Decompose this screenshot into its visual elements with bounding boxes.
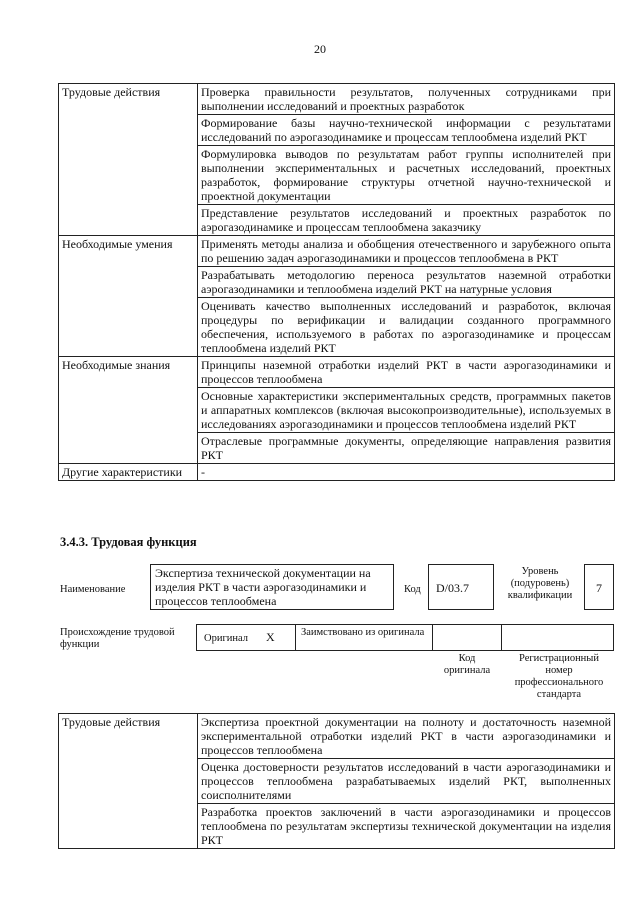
labor-action-item: Формулировка выводов по результатам работ группы исполнителей при выполнении экспериментальных и расчетных исследований, проектных разработок, формирование структуры отчетной научно-технической и проектной документации	[198, 146, 615, 205]
code-original-label: Код оригинала	[443, 653, 491, 676]
knowledge-item: Основные характеристики экспериментальных средств, программных пакетов и аппаратных комплексов (включая высокопроизводительные), используемых в исследованиях аэрогазодинамики и процессов теплообмена изделий РКТ	[198, 388, 615, 433]
borrowed-label: Заимствовано из оригинала	[301, 627, 425, 638]
row-label-other-characteristics: Другие характеристики	[59, 464, 198, 481]
knowledge-item: Принципы наземной отработки изделий РКТ в части аэрогазодинамики и процессов теплообмена	[198, 357, 615, 388]
row-label-required-knowledge: Необходимые знания	[59, 357, 198, 464]
labor-action-item: Экспертиза проектной документации на полноту и достаточность наземной экспериментальной отработки изделий РКТ в части аэрогазодинамики и процессов теплообмена	[198, 714, 615, 759]
requirements-table-new	[58, 713, 615, 849]
origin-divider	[432, 624, 433, 651]
row-label-labor-actions: Трудовые действия	[59, 84, 198, 236]
original-label: Оригинал	[204, 633, 248, 644]
labor-action-item: Представление результатов исследований и проектных разработок по аэрогазодинамике и процессам теплообмена заказчику	[198, 205, 615, 236]
labor-action-item: Проверка правильности результатов, полученных сотрудниками при выполнении исследований и проектных разработок	[198, 84, 615, 115]
skill-item: Разрабатывать методологию переноса результатов наземной отработки аэрогазодинамики и теплообмена изделий РКТ на натурные условия	[198, 267, 615, 298]
origin-divider	[295, 624, 296, 651]
name-label: Наименование	[60, 584, 126, 595]
skill-item: Применять методы анализа и обобщения отечественного и зарубежного опыта по решению задач аэрогазодинамики и процессов теплообмена в РКТ	[198, 236, 615, 267]
labor-action-item: Оценка достоверности результатов исследований в части аэрогазодинамики и процессов теплообмена разрабатываемых изделий РКТ, выполненных соисполнителями	[198, 759, 615, 804]
level-value: 7	[596, 581, 602, 595]
original-mark: X	[266, 630, 275, 644]
name-value: Экспертиза технической документации на изделия РКТ в части аэрогазодинамики и процессов теплообмена	[155, 566, 371, 608]
section-heading: 3.4.3. Трудовая функция	[60, 535, 197, 549]
origin-label: Происхождение трудовой функции	[60, 627, 175, 650]
skill-item: Оценивать качество выполненных исследований и разработок, включая процедуры по верификации и валидации созданного программного обеспечения, используемого в работах по аэрогазодинамике и процессам теплообмена изделий РКТ	[198, 298, 615, 357]
knowledge-item: Отраслевые программные документы, определяющие направления развития РКТ	[198, 433, 615, 464]
other-characteristics-value: -	[198, 464, 615, 481]
level-label: Уровень (подуровень) квалификации	[507, 566, 573, 601]
labor-action-item: Разработка проектов заключений в части аэрогазодинамики и процессов теплообмена по результатам экспертизы технической документации на изделия РКТ	[198, 804, 615, 849]
reg-number-label: Регистрационный номер профессионального стандарта	[514, 653, 604, 700]
page-number: 20	[314, 42, 326, 56]
origin-divider	[501, 624, 502, 651]
code-value: D/03.7	[436, 581, 469, 595]
row-label-labor-actions: Трудовые действия	[59, 714, 198, 849]
code-label: Код	[404, 584, 421, 595]
requirements-table-continued	[58, 83, 615, 481]
row-label-required-skills: Необходимые умения	[59, 236, 198, 357]
labor-action-item: Формирование базы научно-технической информации с результатами исследований по аэрогазодинамике и процессам теплообмена изделий РКТ	[198, 115, 615, 146]
